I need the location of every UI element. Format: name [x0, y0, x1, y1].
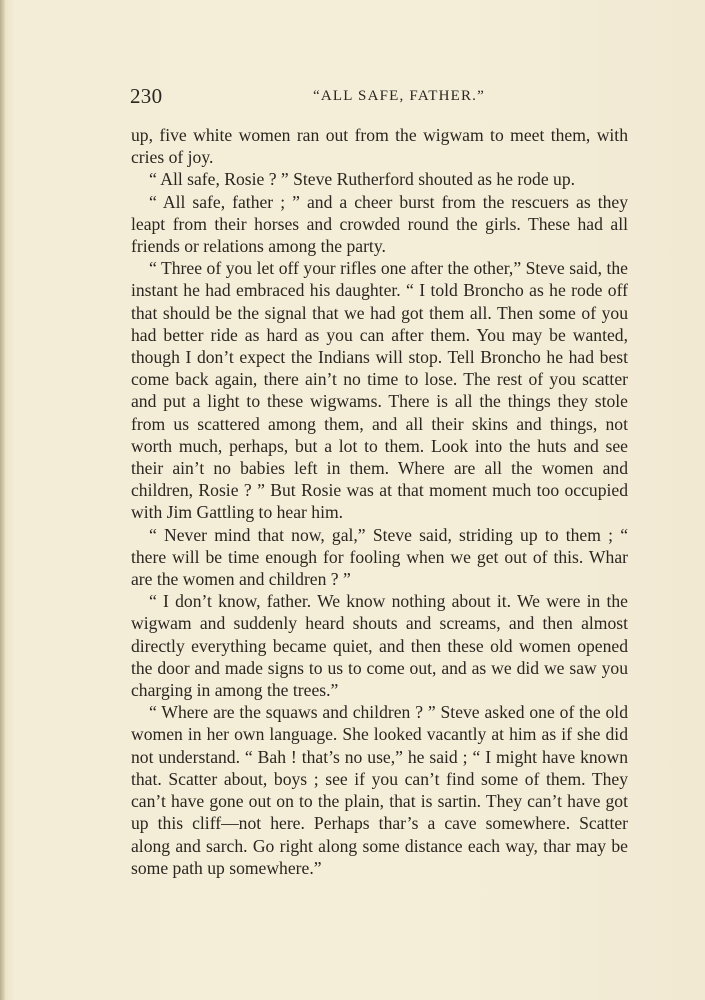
paragraph: “ Where are the squaws and children ? ” Steve asked one of the old women in her own language. She looked vacantly at him as if she did not understand. “ Bah ! that’s no use,” he said ; “ I might have known that. Scatter about, boys ; see if you can’t find some of them. They can’t have gone out on to the plain, that is sartin. They can’t have got up this cliff—not here. Perhaps thar’s a cave somewhere. Scatter along and sarch. Go right along some distance each way, thar may be some path up somewhere.”: [131, 702, 628, 878]
page-number: 230: [130, 84, 163, 108]
paragraph: “ Three of you let off your rifles one after the other,” Steve said, the instant he had embraced his daughter. “ I told Broncho as he rode off that should be the signal that we had got them all. Then some of you had better ride as hard as you can after them. You may be wanted, though I don’t expect the Indians will stop. Tell Broncho he had best come back again, there ain’t no time to lose. The rest of you scatter and put a light to these wigwams. There is all the things they stole from us scattered among them, and all their skins and things, not worth much, perhaps, but a lot to them. Look into the huts and see their ain’t no babies left in them. Where are all the women and children, Rosie ? ” But Rosie was at that moment much too occupied with Jim Gattling to hear him.: [131, 258, 628, 523]
page-header: [130, 84, 628, 112]
paragraph: up, five white women ran out from the wigwam to meet them, with cries of joy.: [131, 125, 628, 168]
paragraph: “ All safe, Rosie ? ” Steve Rutherford shouted as he rode up.: [149, 169, 576, 190]
page-spine-edge: [0, 0, 5, 1000]
paragraph: “ All safe, father ; ” and a cheer burst from the rescuers as they leapt from their horses and crowded round the girls. These had all friends or relations among the party.: [131, 191, 628, 257]
running-head: “ALL SAFE, FATHER.”: [313, 88, 485, 104]
paragraph: “ Never mind that now, gal,” Steve said, striding up to them ; “ there will be time enough for fooling when we get out of this. Whar are the women and children ? ”: [131, 524, 628, 590]
paragraph: “ I don’t know, father. We know nothing about it. We were in the wigwam and suddenly heard shouts and screams, and then almost directly everything became quiet, and then these old women opened the door and made signs to us to come out, and as we did we saw you charging in among the trees.”: [131, 591, 628, 701]
body-text: [131, 124, 628, 879]
